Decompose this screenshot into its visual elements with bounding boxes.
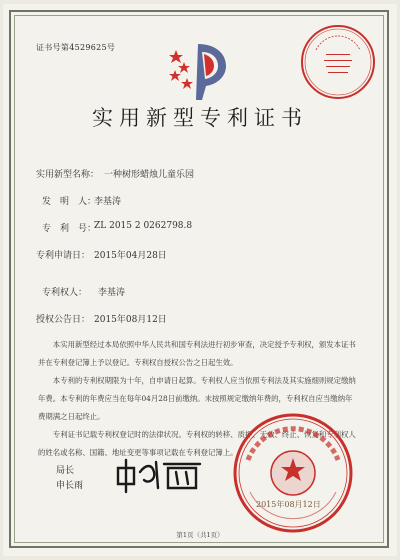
utility-model-name-label: 实用新型名称： — [36, 170, 100, 180]
certificate-number: 证书号第4529625号 — [36, 43, 116, 52]
director-title: 局长 — [56, 466, 75, 476]
patent-number-label: 专 利 号： — [42, 224, 97, 234]
patent-number-value: ZL 2015 2 0262798.8 — [94, 221, 193, 231]
certificate-title: 实用新型专利证书 — [92, 106, 308, 130]
filing-date-label: 专利申请日： — [36, 251, 91, 261]
national-seal-icon — [230, 410, 356, 536]
inventor-value: 李基涛 — [94, 197, 122, 207]
director-name: 申长雨 — [56, 481, 84, 491]
director-signature-icon — [112, 454, 208, 494]
filing-date-value: 2015年04月28日 — [94, 251, 167, 261]
patentee-label: 专利权人： — [42, 288, 88, 298]
grant-date-value: 2015年08月12日 — [94, 315, 167, 325]
grant-date-label: 授权公告日： — [36, 315, 91, 325]
inventor-label: 发 明 人： — [42, 197, 97, 207]
patentee-value: 李基涛 — [98, 288, 126, 298]
body-paragraph-2: 本专利的专利权期限为十年，自申请日起算。专利权人应当依照专利法及其实施细则规定缴纳年费。本专利的年费应当在每年04月28日前缴纳。未按照规定缴纳年费的，专利权自应当缴纳年费期满之日起终止。 — [38, 376, 356, 421]
body-paragraph-1: 本实用新型经过本局依照中华人民共和国专利法进行初步审查，决定授予专利权，颁发本证书并在专利登记簿上予以登记。专利权自授权公告之日起生效。 — [38, 340, 356, 367]
sipo-logo-icon — [168, 40, 238, 102]
body-paragraph-3: 专利证书记载专利权登记时的法律状况。专利权的转移、质押、无效、终止、恢复和专利权人的姓名或名称、国籍、地址变更等事项记载在专利登记簿上。 — [38, 430, 356, 457]
seal-date: 2015年08月12日 — [256, 500, 321, 509]
agency-stamp-icon — [298, 22, 378, 102]
page-footer: 第1页（共1页） — [176, 531, 224, 539]
utility-model-name-value: 一种树形蜡烛儿童乐园 — [104, 170, 195, 180]
